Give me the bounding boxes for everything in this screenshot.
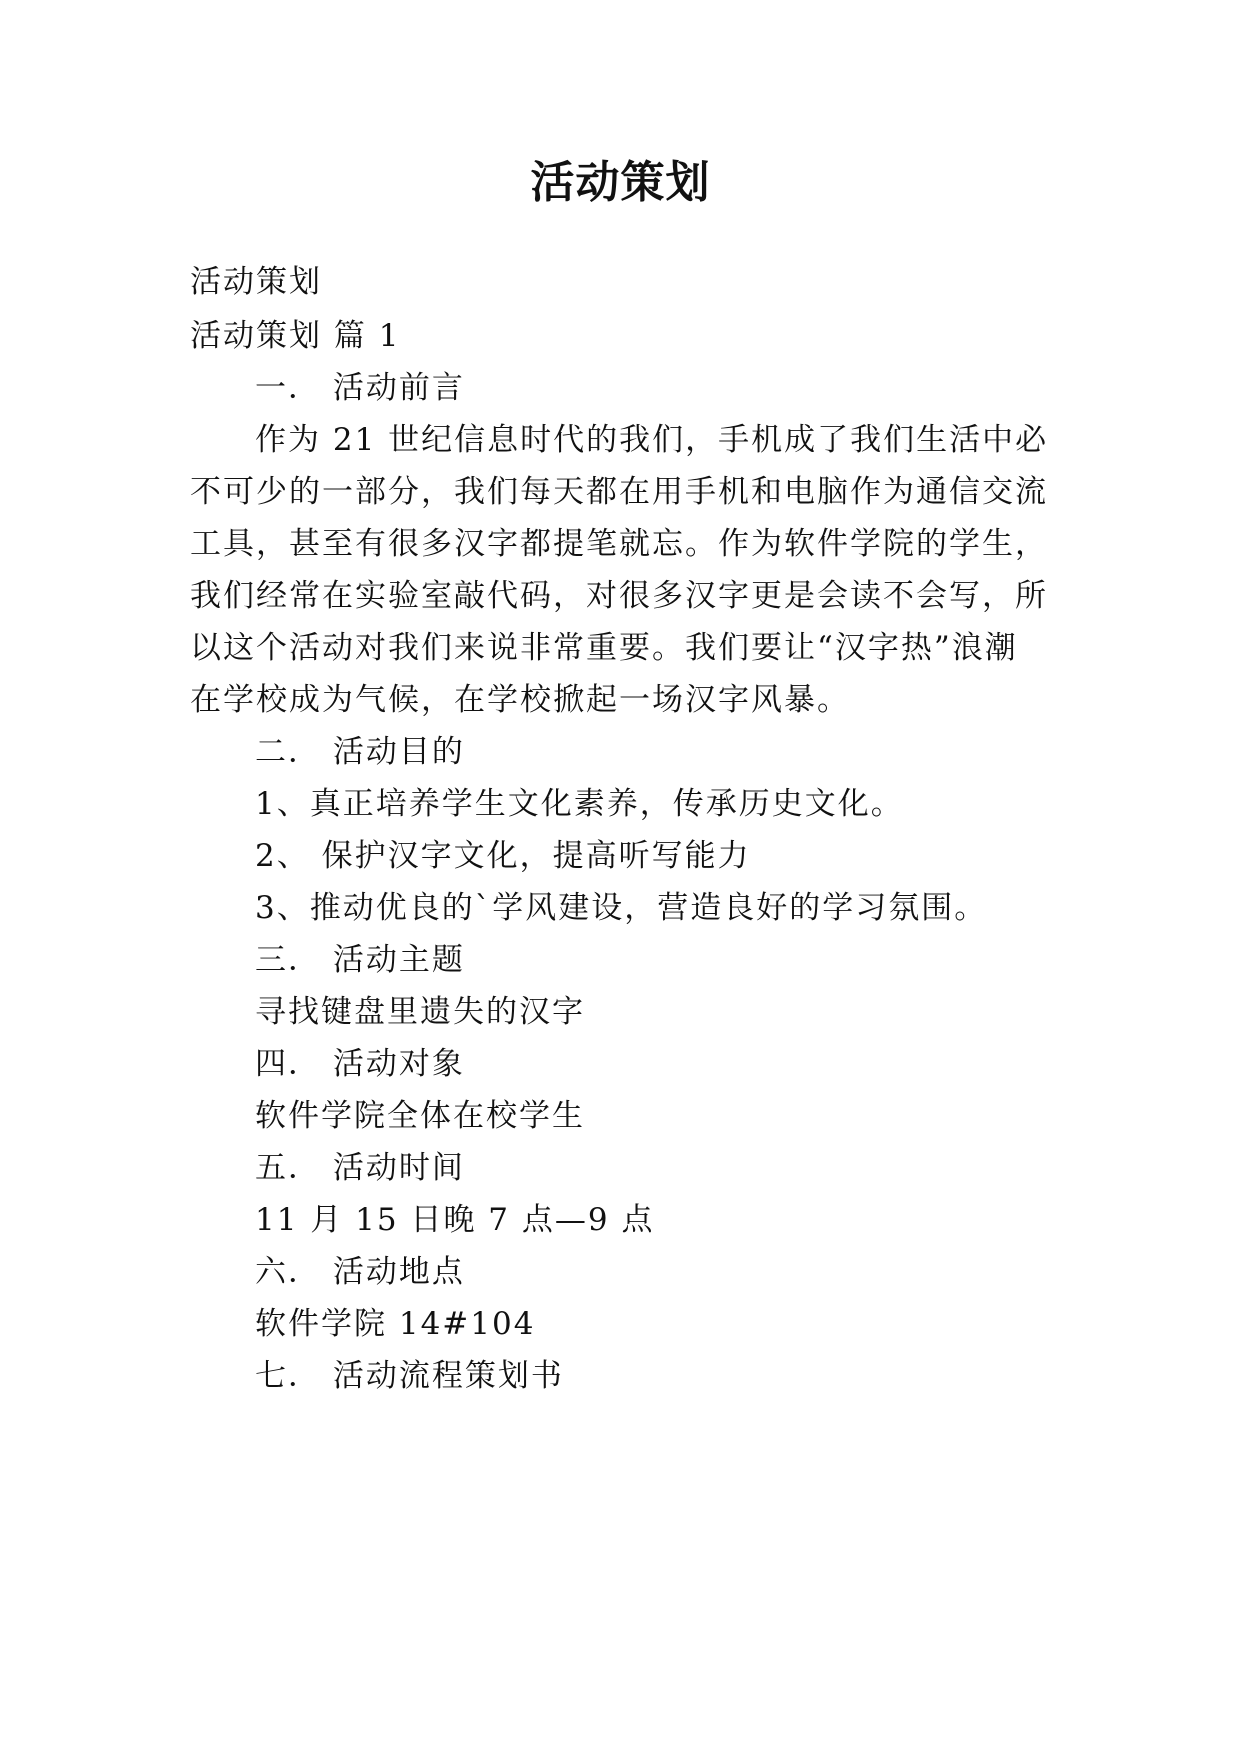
- theme-text: 寻找键盘里遗失的汉字: [255, 994, 585, 1030]
- list-item: 3、推动优良的`学风建设，营造良好的学习氛围。: [255, 890, 988, 926]
- time-text: 11 月 15 日晚 7 点—9 点: [255, 1202, 655, 1238]
- heading-theme: 三． 活动主题: [255, 942, 465, 978]
- body-line-subtitle: 活动策划: [190, 264, 322, 300]
- heading-process: 七． 活动流程策划书: [255, 1358, 564, 1394]
- paragraph-line: 我们经常在实验室敲代码，对很多汉字更是会读不会写，所: [190, 578, 1048, 614]
- heading-location: 六． 活动地点: [255, 1254, 465, 1290]
- heading-time: 五． 活动时间: [255, 1150, 465, 1186]
- paragraph-line: 不可少的一部分，我们每天都在用手机和电脑作为通信交流: [190, 474, 1048, 510]
- document-title: 活动策划: [530, 157, 711, 208]
- location-text: 软件学院 14#104: [255, 1306, 536, 1342]
- heading-purpose: 二． 活动目的: [255, 734, 465, 770]
- audience-text: 软件学院全体在校学生: [255, 1098, 585, 1134]
- paragraph-line: 工具，甚至有很多汉字都提笔就忘。作为软件学院的学生，: [190, 526, 1048, 562]
- paragraph-line: 作为 21 世纪信息时代的我们，手机成了我们生活中必: [255, 422, 1049, 458]
- list-item: 2、 保护汉字文化，提高听写能力: [255, 838, 751, 874]
- heading-preface: 一． 活动前言: [255, 370, 465, 406]
- body-line-section-label: 活动策划 篇 1: [190, 318, 401, 354]
- paragraph-line: 在学校成为气候，在学校掀起一场汉字风暴。: [190, 682, 850, 718]
- list-item: 1、真正培养学生文化素养，传承历史文化。: [255, 786, 904, 822]
- heading-audience: 四． 活动对象: [255, 1046, 465, 1082]
- paragraph-line: 以这个活动对我们来说非常重要。我们要让“汉字热”浪潮: [190, 630, 1018, 666]
